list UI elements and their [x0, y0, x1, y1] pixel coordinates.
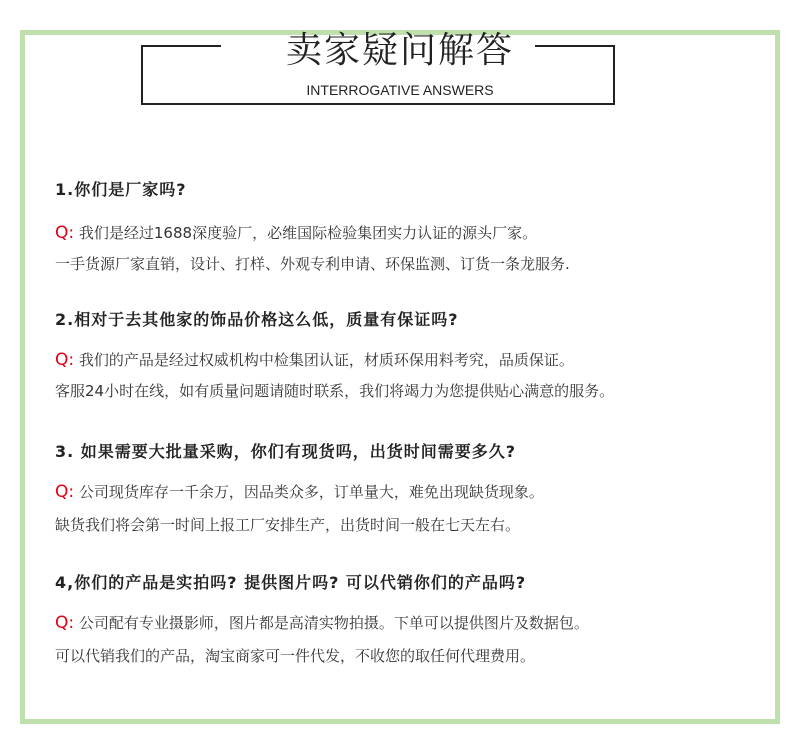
answer-prefix: Q:: [55, 350, 75, 370]
answer-3-line-2: 缺货我们将会第一时间上报工厂安排生产，出货时间一般在七天左右。: [55, 516, 521, 534]
answer-4-line-1: Q: 公司配有专业摄影师，图片都是高清实物拍摄。下单可以提供图片及数据包。: [55, 613, 589, 633]
answer-2-line-2: 客服24小时在线，如有质量问题请随时联系，我们将竭力为您提供贴心满意的服务。: [55, 382, 615, 400]
page-title: 卖家疑问解答: [285, 30, 514, 71]
question-1: 1.你们是厂家吗?: [55, 180, 187, 199]
answer-2-line-1: Q: 我们的产品是经过权威机构中检集团认证，材质环保用料考究，品质保证。: [55, 350, 574, 370]
answer-1-line-1: Q: 我们是经过1688深度验厂，必维国际检验集团实力认证的源头厂家。: [55, 223, 538, 243]
answer-prefix: Q:: [55, 482, 75, 502]
answer-3-line-1: Q: 公司现货库存一千余万，因品类众多，订单量大，难免出现缺货现象。: [55, 482, 544, 502]
answer-4-line-2: 可以代销我们的产品，淘宝商家可一件代发，不收您的取任何代理费用。: [55, 647, 536, 665]
qa-item-2: [55, 307, 755, 401]
answer-1-line-2: 一手货源厂家直销，设计、打样、外观专利申请、环保监测、订货一条龙服务.: [55, 255, 570, 273]
qa-item-3: [55, 439, 755, 535]
page-subtitle: INTERROGATIVE ANSWERS: [306, 82, 494, 98]
answer-prefix: Q:: [55, 223, 75, 243]
qa-item-1: [55, 177, 755, 274]
header-box-bottom-line: [141, 103, 615, 105]
answer-prefix: Q:: [55, 613, 75, 633]
question-3: 3. 如果需要大批量采购，你们有现货吗，出货时间需要多久?: [55, 442, 517, 461]
question-4: 4,你们的产品是实拍吗? 提供图片吗? 可以代销你们的产品吗?: [55, 573, 527, 592]
question-2: 2.相对于去其他家的饰品价格这么低，质量有保证吗?: [55, 310, 459, 329]
qa-item-4: [55, 570, 755, 666]
